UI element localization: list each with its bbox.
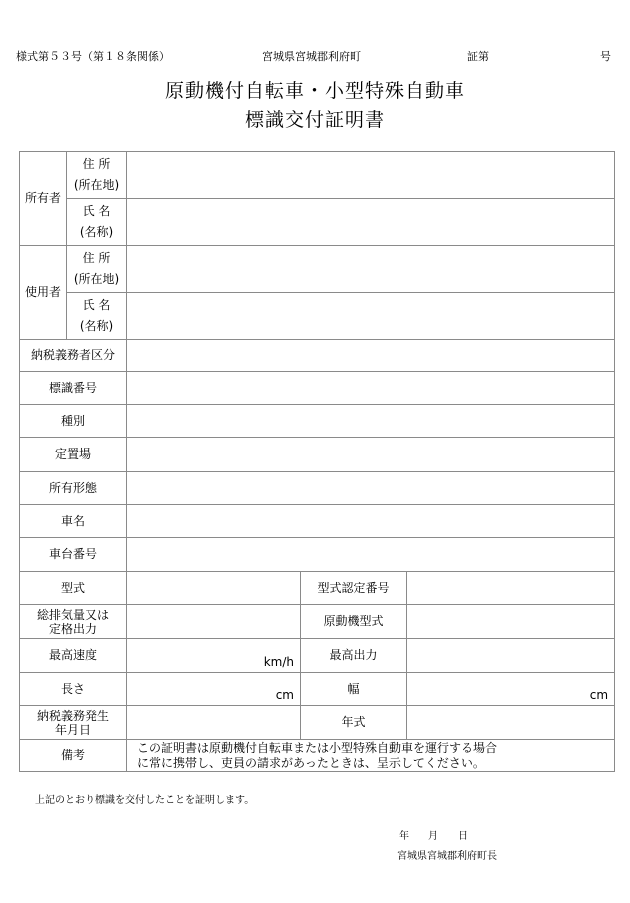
remarks-text: この証明書は原動機付自転車または小型特殊自動車を運行する場合 に常に携帯し、吏員の請求があったときは、呈示してください。	[127, 740, 615, 772]
model-year-field[interactable]	[407, 706, 615, 740]
engine-model-field[interactable]	[407, 605, 615, 639]
certificate-form	[19, 151, 615, 772]
max-output-label: 最高出力	[301, 639, 407, 673]
length-unit: cm	[275, 688, 294, 702]
displacement-field[interactable]	[127, 605, 301, 639]
page-title-line2: 標識交付証明書	[244, 109, 385, 131]
taxpayer-class-label: 納税義務者区分	[20, 340, 127, 372]
model-year-label: 年式	[301, 706, 407, 740]
issuer-name: 宮城県宮城郡利府町	[262, 50, 361, 63]
max-output-field[interactable]	[407, 639, 615, 673]
owner-address-label: 住 所 (所在地)	[67, 152, 127, 199]
storage-place-label: 定置場	[20, 438, 127, 472]
mayor-signature-line: 宮城県宮城郡利府町長	[397, 851, 497, 862]
date-day-label: 日	[458, 831, 468, 842]
page-title-line1: 原動機付自転車・小型特殊自動車	[164, 80, 465, 102]
max-speed-field[interactable]	[127, 639, 301, 673]
user-address-label: 住 所 (所在地)	[67, 246, 127, 293]
model-cert-no-field[interactable]	[407, 572, 615, 605]
owner-name-field[interactable]	[127, 199, 615, 246]
model-field[interactable]	[127, 572, 301, 605]
owner-address-field[interactable]	[127, 152, 615, 199]
certification-statement: 上記のとおり標識を交付したことを証明します。	[35, 795, 255, 806]
certificate-suffix: 号	[600, 50, 611, 63]
max-speed-label: 最高速度	[20, 639, 127, 673]
plate-number-label: 標識番号	[20, 372, 127, 405]
tax-date-label: 納税義務発生 年月日	[20, 706, 127, 740]
chassis-number-field[interactable]	[127, 538, 615, 572]
user-name-label: 氏 名 (名称)	[67, 293, 127, 340]
type-category-label: 種別	[20, 405, 127, 438]
remarks-label: 備考	[20, 740, 127, 772]
ownership-form-label: 所有形態	[20, 472, 127, 505]
model-cert-no-label: 型式認定番号	[301, 572, 407, 605]
owner-label: 所有者	[20, 152, 67, 246]
user-name-field[interactable]	[127, 293, 615, 340]
max-speed-unit: km/h	[263, 655, 294, 669]
certificate-prefix: 証第	[467, 50, 489, 63]
vehicle-name-label: 車名	[20, 505, 127, 538]
tax-date-field[interactable]	[127, 706, 301, 740]
storage-place-field[interactable]	[127, 438, 615, 472]
length-field[interactable]	[127, 673, 301, 706]
user-address-field[interactable]	[127, 246, 615, 293]
taxpayer-class-field[interactable]	[127, 340, 615, 372]
length-label: 長さ	[20, 673, 127, 706]
chassis-number-label: 車台番号	[20, 538, 127, 572]
user-label: 使用者	[20, 246, 67, 340]
type-category-field[interactable]	[127, 405, 615, 438]
displacement-label: 総排気量又は 定格出力	[20, 605, 127, 639]
width-unit: cm	[589, 688, 609, 702]
plate-number-field[interactable]	[127, 372, 615, 405]
engine-model-label: 原動機型式	[301, 605, 407, 639]
date-year-label: 年	[399, 831, 409, 842]
owner-name-label: 氏 名 (名称)	[67, 199, 127, 246]
width-label: 幅	[301, 673, 407, 706]
model-label: 型式	[20, 572, 127, 605]
width-field[interactable]	[407, 673, 615, 706]
date-month-label: 月	[428, 831, 438, 842]
vehicle-name-field[interactable]	[127, 505, 615, 538]
form-number: 様式第５３号（第１８条関係）	[16, 50, 170, 63]
ownership-form-field[interactable]	[127, 472, 615, 505]
